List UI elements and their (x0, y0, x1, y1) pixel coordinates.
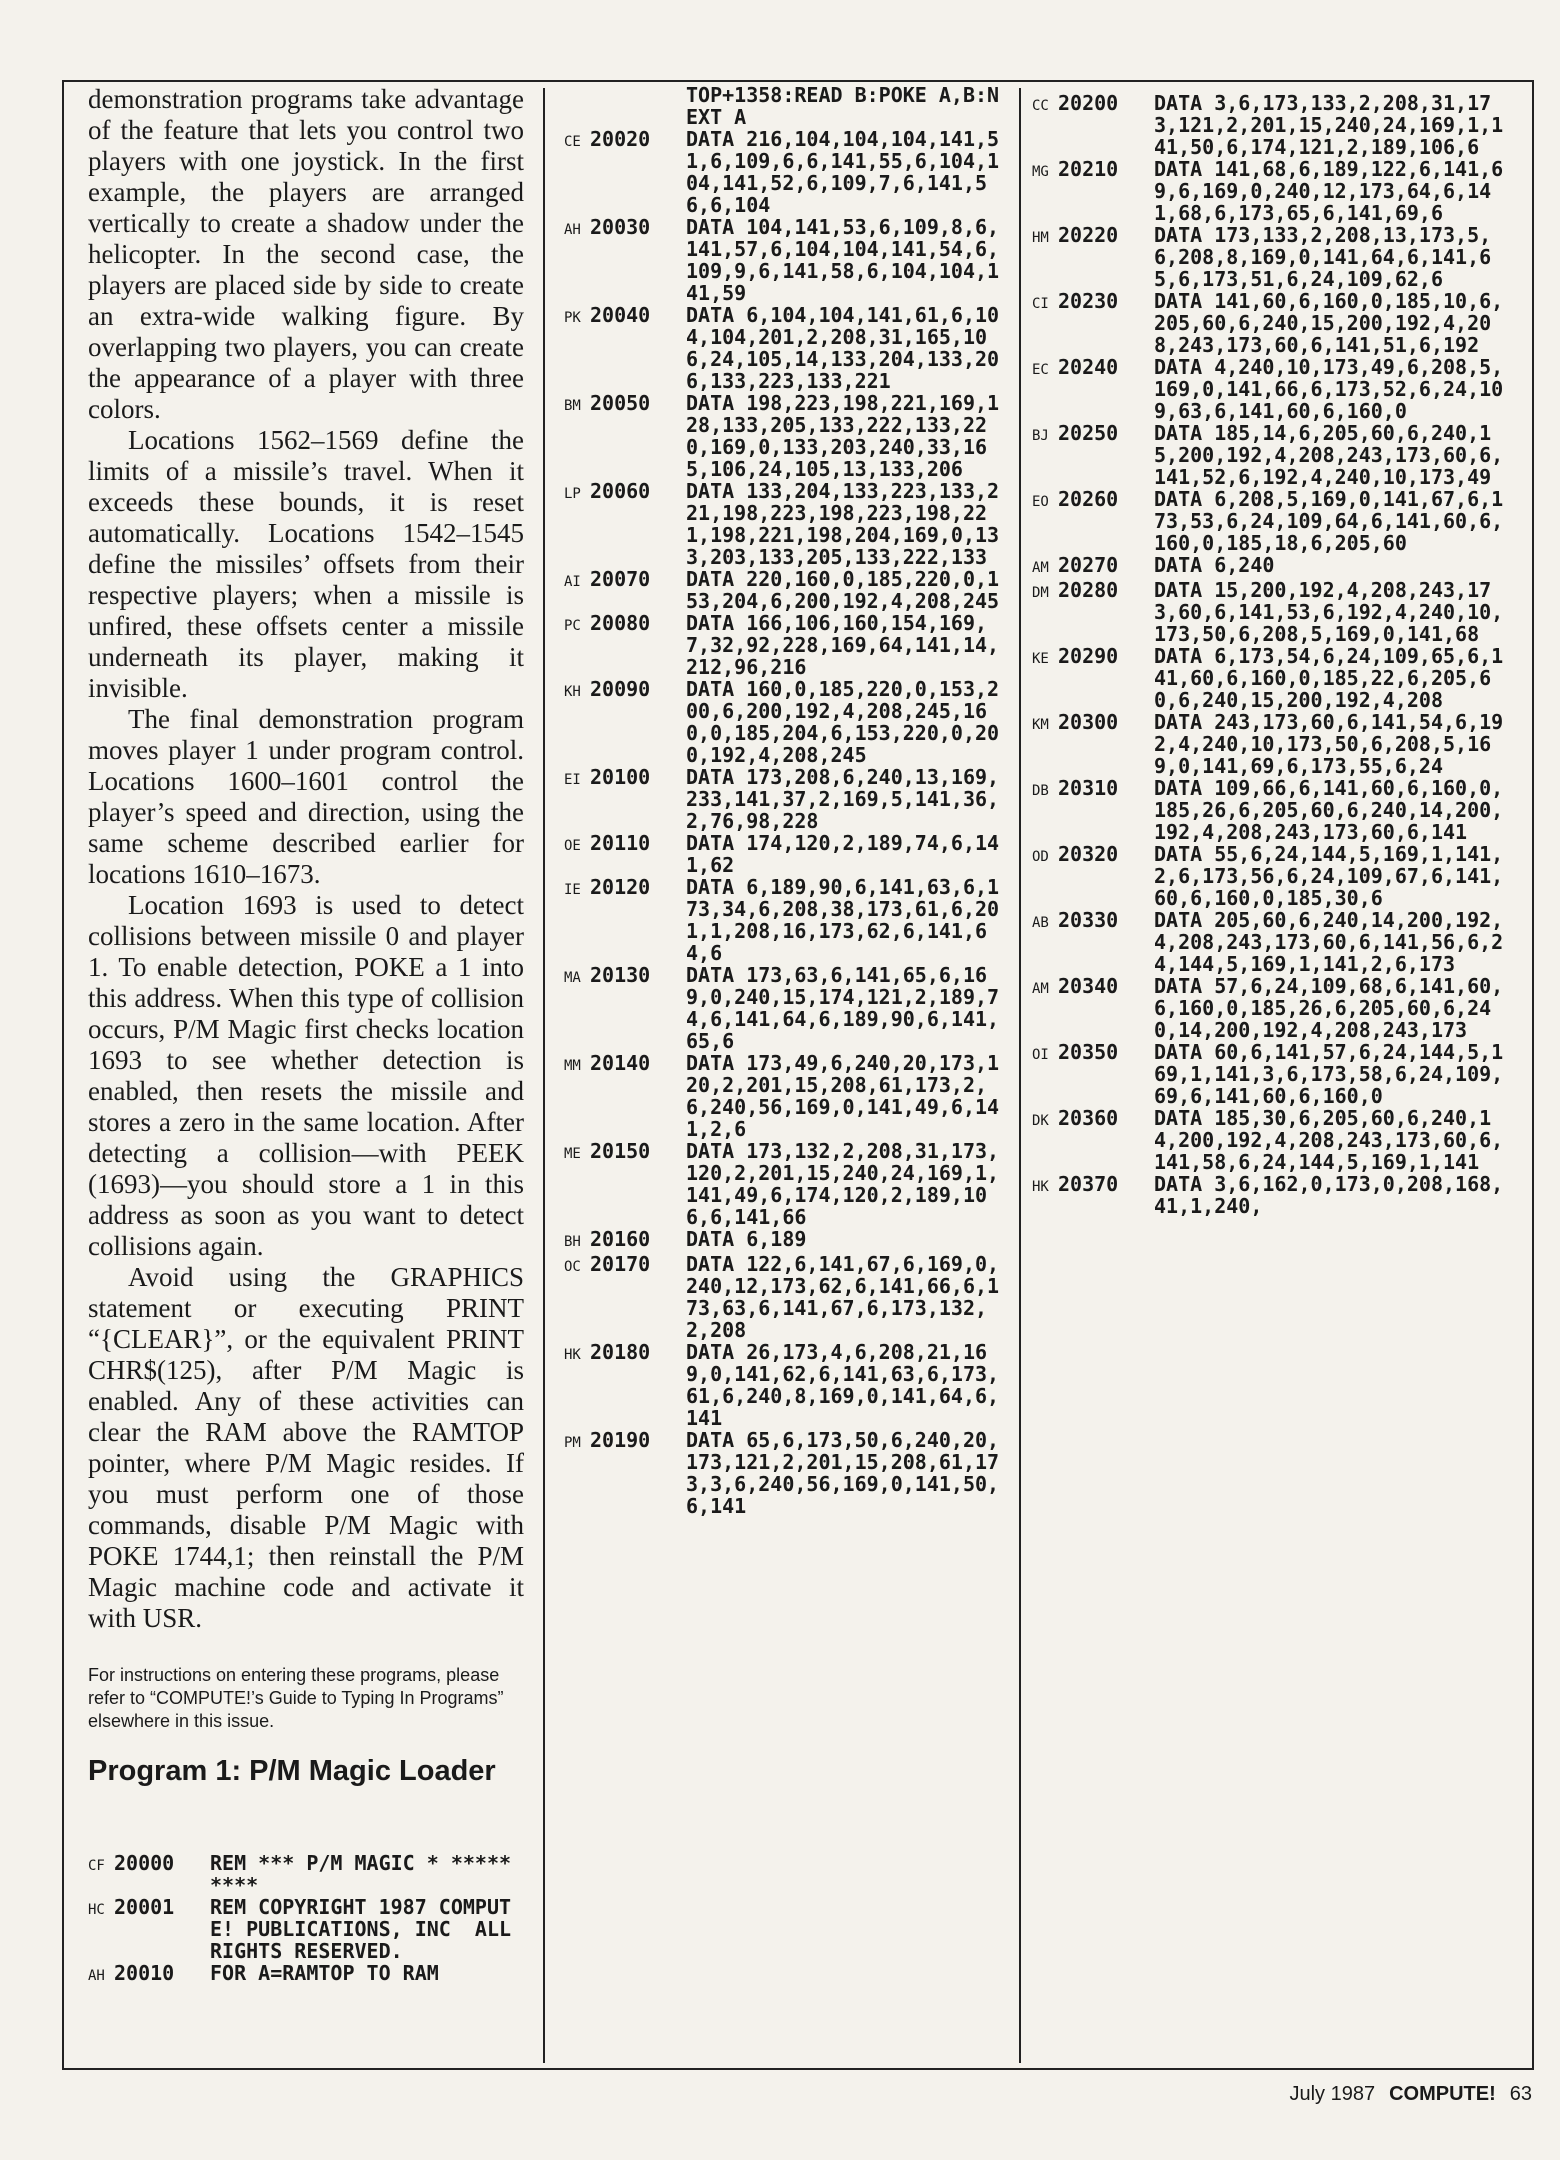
line-statement: DATA 173,49,6,240,20,173,120,2,201,15,208,61,173,2,6,240,56,169,0,141,49,6,141,2,6 (686, 1051, 1000, 1141)
line-number: 20370 (1058, 1172, 1119, 1196)
line-checksum: AI (564, 574, 581, 590)
line-statement: DATA 6,189 (686, 1227, 807, 1251)
program-listing-col3 (1032, 92, 1512, 1217)
line-checksum: CF (88, 1858, 105, 1874)
line-checksum: PM (564, 1435, 581, 1451)
listing-line (88, 1852, 518, 1896)
line-statement: DATA 65,6,173,50,6,240,20,173,121,2,201,15,208,61,173,3,6,240,56,169,0,141,50,6,141 (686, 1428, 1000, 1518)
line-statement: DATA 6,189,90,6,141,63,6,173,34,6,208,38,173,61,6,201,1,208,16,173,62,6,141,64,6 (686, 875, 1000, 965)
line-checksum: DK (1032, 1113, 1049, 1129)
line-number: 20240 (1058, 355, 1119, 379)
line-statement: DATA 198,223,198,221,169,128,133,205,133,222,133,220,169,0,133,203,240,33,165,106,24,105,13,133,206 (686, 391, 1000, 481)
line-number: 20260 (1058, 487, 1119, 511)
line-number: 20190 (590, 1428, 651, 1452)
line-statement: DATA 55,6,24,144,5,169,1,141,2,6,173,56,6,24,109,67,6,141,60,6,160,0,185,30,6 (1154, 842, 1504, 910)
listing-line (1032, 579, 1512, 645)
line-checksum: MG (1032, 164, 1049, 180)
line-statement: DATA 160,0,185,220,0,153,200,6,200,192,4,208,245,160,0,185,204,6,153,220,0,200,192,4,208,245 (686, 677, 1000, 767)
line-number: 20220 (1058, 223, 1119, 247)
line-statement: DATA 57,6,24,109,68,6,141,60,6,160,0,185,26,6,205,60,6,240,14,200,192,4,208,243,173 (1154, 974, 1504, 1042)
listing-line (1032, 711, 1512, 777)
listing-line (88, 1895, 524, 1963)
line-number: 20090 (590, 677, 651, 701)
line-number: 20010 (114, 1961, 175, 1985)
listing-line (1032, 554, 1512, 579)
line-checksum: HK (564, 1347, 581, 1363)
line-statement: DATA 220,160,0,185,220,0,153,204,6,200,192,4,208,245 (686, 567, 1000, 613)
listing-line (564, 832, 1004, 876)
listing-line (564, 216, 1004, 304)
line-checksum: PK (564, 310, 581, 326)
program-listing-col2 (564, 84, 1004, 1517)
line-statement: DATA 15,200,192,4,208,243,173,60,6,141,53,6,192,4,240,10,173,50,6,208,5,169,0,141,68 (1154, 578, 1504, 646)
line-checksum: EO (1032, 494, 1049, 510)
line-statement: DATA 173,63,6,141,65,6,169,0,240,15,174,121,2,189,74,6,141,64,6,189,90,6,141,65,6 (686, 963, 1000, 1053)
listing-line (1032, 1107, 1512, 1173)
line-number: 20170 (590, 1252, 651, 1276)
line-checksum: HC (88, 1902, 105, 1918)
line-statement: DATA 166,106,160,154,169,7,32,92,228,169,64,141,14,212,96,216 (686, 611, 1000, 679)
program-listing-col1 (88, 1851, 524, 1987)
line-checksum: PC (564, 618, 581, 634)
listing-line (1032, 356, 1512, 422)
line-number: 20340 (1058, 974, 1119, 998)
listing-line (564, 766, 1004, 832)
line-number: 20270 (1058, 553, 1119, 577)
line-checksum: CE (564, 134, 581, 150)
line-number: 20210 (1058, 157, 1119, 181)
page-number: 63 (1509, 2083, 1532, 2105)
listing-line (1032, 92, 1512, 158)
line-number: 20100 (590, 765, 651, 789)
line-number: 20060 (590, 479, 651, 503)
line-statement: DATA 173,208,6,240,13,169,233,141,37,2,169,5,141,36,2,76,98,228 (686, 765, 1000, 833)
line-checksum: BH (564, 1234, 581, 1250)
line-number: 20290 (1058, 644, 1119, 668)
article-paragraph: Avoid using the GRAPHICS statement or executing PRINT “{CLEAR}”, or the equivalent PRINT CHR$(125), after P/M Magic is enabled. Any of these activities can clear the RAM above the RAMTOP pointer, where P/M Magic resides. If you must perform one of those commands, disable P/M Magic with POKE 1744,1; then reinstall the P/M Magic machine code and activate it with USR. (88, 1262, 524, 1633)
line-statement: DATA 185,30,6,205,60,6,240,14,200,192,4,208,243,173,60,6,141,58,6,24,144,5,169,1,141 (1154, 1106, 1504, 1174)
line-number: 20140 (590, 1051, 651, 1075)
line-checksum: HM (1032, 230, 1049, 246)
program-title: Program 1: P/M Magic Loader (88, 1755, 496, 1787)
listing-line (564, 1341, 1004, 1429)
line-statement: DATA 3,6,173,133,2,208,31,173,121,2,201,15,240,24,169,1,141,50,6,174,121,2,189,106,6 (1154, 91, 1504, 159)
line-statement: DATA 173,132,2,208,31,173,120,2,201,15,240,24,169,1,141,49,6,174,120,2,189,106,6,141,66 (686, 1139, 1000, 1229)
line-statement: DATA 173,133,2,208,13,173,5,6,208,8,169,0,141,64,6,141,65,6,173,51,6,24,109,62,6 (1154, 223, 1492, 291)
line-statement: DATA 6,240 (1154, 553, 1275, 577)
line-statement: DATA 122,6,141,67,6,169,0,240,12,173,62,6,141,66,6,173,63,6,141,67,6,173,132,2,208 (686, 1252, 1000, 1342)
line-checksum: EC (1032, 362, 1049, 378)
line-checksum: MM (564, 1058, 581, 1074)
line-statement: DATA 60,6,141,57,6,24,144,5,169,1,141,3,6,173,58,6,24,109,69,6,141,60,6,160,0 (1154, 1040, 1504, 1108)
article-paragraph: Location 1693 is used to detect collisions between missile 0 and player 1. To enable detection, POKE a 1 into this address. When this type of collision occurs, P/M Magic first checks location 1693 to see whether detection is enabled, then resets the missile and stores a zero in the same location. After detecting a collision—with PEEK (1693)—you should store a 1 in this address as soon as you want to detect collisions again. (88, 890, 524, 1261)
line-number: 20250 (1058, 421, 1119, 445)
listing-line (564, 876, 1004, 964)
line-number: 20350 (1058, 1040, 1119, 1064)
line-statement: DATA 174,120,2,189,74,6,141,62 (686, 831, 1000, 877)
line-checksum: KM (1032, 717, 1049, 733)
listing-line (564, 1052, 1004, 1140)
line-number: 20280 (1058, 578, 1119, 602)
line-statement: DATA 26,173,4,6,208,21,169,0,141,62,6,141,63,6,173,61,6,240,8,169,0,141,64,6,141 (686, 1340, 1000, 1430)
listing-line (1032, 777, 1512, 843)
line-statement: DATA 185,14,6,205,60,6,240,15,200,192,4,208,243,173,60,6,141,52,6,192,4,240,10,173,49 (1154, 421, 1504, 489)
listing-line (1032, 422, 1512, 488)
listing-line (564, 304, 1004, 392)
line-statement: DATA 141,60,6,160,0,185,10,6,205,60,6,240,15,200,192,4,208,243,173,60,6,141,51,6,192 (1154, 289, 1504, 357)
listing-line (1032, 645, 1512, 711)
listing-line (564, 392, 1004, 480)
line-checksum: BJ (1032, 428, 1049, 444)
line-statement: REM COPYRIGHT 1987 COMPUTE! PUBLICATIONS, INC ALL RIGHTS RESERVED. (210, 1895, 524, 1963)
article-column (88, 84, 524, 1802)
line-checksum: MA (564, 970, 581, 986)
line-checksum: OE (564, 838, 581, 854)
line-number: 20050 (590, 391, 651, 415)
listing-line (564, 964, 1004, 1052)
listing-line (564, 612, 1004, 678)
line-number: 20110 (590, 831, 651, 855)
listing-line (564, 678, 1004, 766)
line-checksum: BM (564, 398, 581, 414)
line-checksum (564, 84, 590, 128)
line-number: 20230 (1058, 289, 1119, 313)
line-checksum: DM (1032, 585, 1049, 601)
line-number: 20020 (590, 127, 651, 151)
line-number: 20000 (114, 1851, 175, 1875)
listing-line (1032, 975, 1512, 1041)
line-number: 20200 (1058, 91, 1119, 115)
line-number: 20180 (590, 1340, 651, 1364)
line-statement: DATA 4,240,10,173,49,6,208,5,169,0,141,66,6,173,52,6,24,109,63,6,141,60,6,160,0 (1154, 355, 1504, 423)
line-checksum: KH (564, 684, 581, 700)
listing-line (1032, 909, 1512, 975)
listing-line (88, 1962, 518, 1987)
line-checksum: ME (564, 1146, 581, 1162)
line-number: 20001 (114, 1895, 175, 1919)
line-checksum: AM (1032, 560, 1049, 576)
line-statement: DATA 205,60,6,240,14,200,192,4,208,243,173,60,6,141,56,6,24,144,5,169,1,141,2,6,173 (1154, 908, 1504, 976)
listing-line (564, 1140, 1004, 1228)
line-checksum: DB (1032, 783, 1049, 799)
line-statement: DATA 216,104,104,104,141,51,6,109,6,6,141,55,6,104,104,141,52,6,109,7,6,141,56,6,104 (686, 127, 1000, 217)
article-paragraph: demonstration programs take advantage of the feature that lets you control two players with one joystick. In the first example, the players are arranged vertically to create a shadow under the helicopter. In the second case, the players are placed side by side to create an extra-wide walking figure. By overlapping two players, you can create the appearance of a player with three colors. (88, 84, 524, 424)
article-paragraph: The final demonstration program moves player 1 under program control. Locations 1600–1601 control the player’s speed and direction, using the same scheme described earlier for locations 1610–1673. (88, 704, 524, 889)
line-statement: DATA 133,204,133,223,133,221,198,223,198,223,198,221,198,221,198,204,169,0,133,203,133,205,133,222,133 (686, 479, 1000, 569)
listing-line (1032, 1041, 1512, 1107)
listing-line (1032, 224, 1512, 290)
line-statement: DATA 243,173,60,6,141,54,6,192,4,240,10,173,50,6,208,5,169,0,141,69,6,173,55,6,24 (1154, 710, 1504, 778)
listing-line (564, 1253, 1004, 1341)
line-statement: DATA 104,141,53,6,109,8,6,141,57,6,104,104,141,54,6,109,9,6,141,58,6,104,104,141,59 (686, 215, 1000, 305)
listing-line (1032, 488, 1512, 554)
listing-line (1032, 290, 1512, 356)
column-divider (543, 88, 545, 2063)
line-statement: REM *** P/M MAGIC * ********* (210, 1851, 512, 1897)
page-footer (1289, 2083, 1532, 2106)
line-number (590, 84, 686, 128)
line-number: 20040 (590, 303, 651, 327)
line-number: 20360 (1058, 1106, 1119, 1130)
listing-line (564, 568, 1004, 612)
line-statement: DATA 6,104,104,141,61,6,104,104,201,2,208,31,165,106,24,105,14,133,204,133,206,133,223,133,221 (686, 303, 1000, 393)
line-checksum: EI (564, 772, 581, 788)
line-checksum: AH (88, 1968, 105, 1984)
line-checksum: AB (1032, 915, 1049, 931)
magazine-name: COMPUTE! (1389, 2083, 1496, 2105)
line-checksum: LP (564, 486, 581, 502)
line-checksum: OI (1032, 1047, 1049, 1063)
listing-line (564, 128, 1004, 216)
line-number: 20080 (590, 611, 651, 635)
listing-line (1032, 843, 1512, 909)
listing-line (564, 1228, 1004, 1253)
article-paragraph: Locations 1562–1569 define the limits of a missile’s travel. When it exceeds these bounds, it is reset automatically. Locations 1542–1545 define the missiles’ offsets from their respective players; when a missile is unfired, these offsets center a missile underneath its player, making it invisible. (88, 425, 524, 703)
line-statement: DATA 141,68,6,189,122,6,141,69,6,169,0,240,12,173,64,6,141,68,6,173,65,6,141,69,6 (1154, 157, 1504, 225)
listing-line (564, 84, 1004, 128)
listing-line (564, 480, 1004, 568)
issue-date: July 1987 (1289, 2083, 1376, 2105)
line-checksum: CC (1032, 98, 1049, 114)
line-statement: TOP+1358:READ B:POKE A,B:NEXT A (686, 83, 1000, 129)
line-statement: FOR A=RAMTOP TO RAM (210, 1961, 439, 1985)
line-number: 20320 (1058, 842, 1119, 866)
line-number: 20150 (590, 1139, 651, 1163)
line-checksum: AH (564, 222, 581, 238)
listing-line (1032, 1173, 1512, 1217)
listing-line (1032, 158, 1512, 224)
line-checksum: CI (1032, 296, 1049, 312)
line-statement: DATA 6,208,5,169,0,141,67,6,173,53,6,24,109,64,6,141,60,6,160,0,185,18,6,205,60 (1154, 487, 1504, 555)
line-checksum: IE (564, 882, 581, 898)
line-number: 20300 (1058, 710, 1119, 734)
line-checksum: KE (1032, 651, 1049, 667)
listing-line (564, 1429, 1004, 1517)
line-statement: DATA 6,173,54,6,24,109,65,6,141,60,6,160,0,185,22,6,205,60,6,240,15,200,192,4,208 (1154, 644, 1504, 712)
line-number: 20310 (1058, 776, 1119, 800)
line-number: 20330 (1058, 908, 1119, 932)
line-number: 20160 (590, 1227, 651, 1251)
line-number: 20030 (590, 215, 651, 239)
line-statement: DATA 109,66,6,141,60,6,160,0,185,26,6,205,60,6,240,14,200,192,4,208,243,173,60,6,141 (1154, 776, 1504, 844)
column-divider (1019, 88, 1021, 2063)
line-checksum: OD (1032, 849, 1049, 865)
typing-note: For instructions on entering these programs, please refer to “COMPUTE!’s Guide to Typing In Programs” elsewhere in this issue. (88, 1665, 504, 1731)
line-number: 20070 (590, 567, 651, 591)
line-checksum: OC (564, 1259, 581, 1275)
line-number: 20130 (590, 963, 651, 987)
line-number: 20120 (590, 875, 651, 899)
line-checksum: HK (1032, 1179, 1049, 1195)
line-statement: DATA 3,6,162,0,173,0,208,168,41,1,240, (1154, 1172, 1504, 1218)
line-checksum: AM (1032, 981, 1049, 997)
